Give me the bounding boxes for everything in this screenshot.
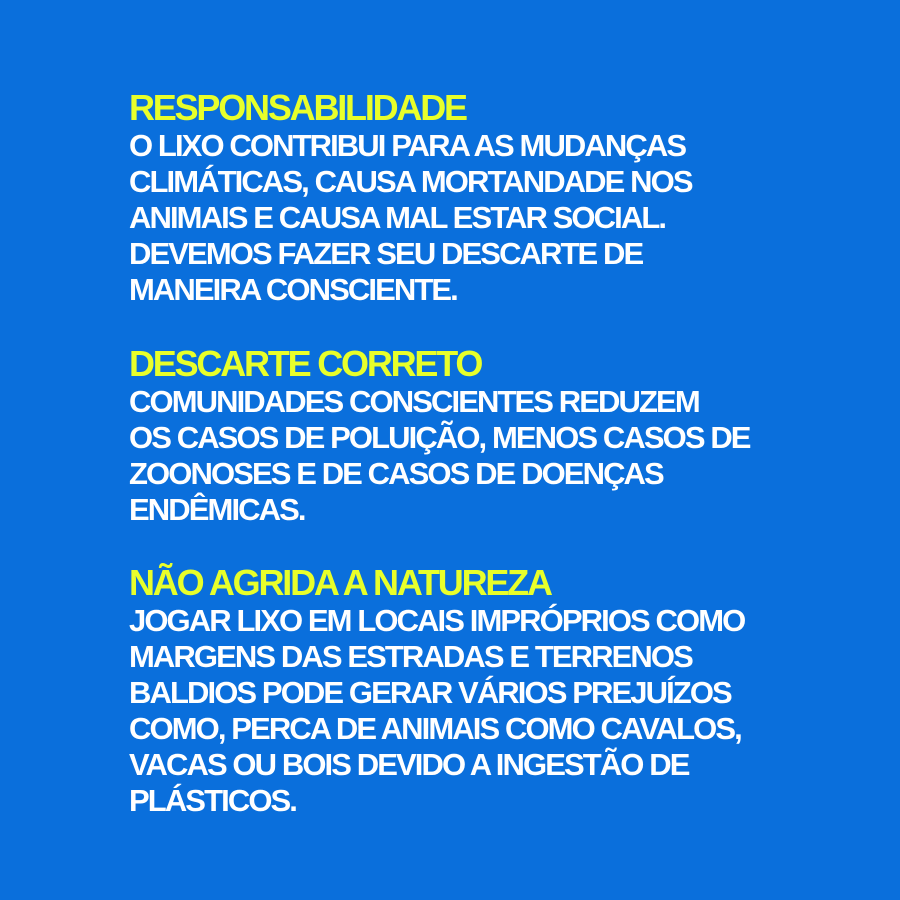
section-text-line: COMO, PERCA DE ANIMAIS COMO CAVALOS, bbox=[129, 711, 741, 746]
section-text-line: ANIMAIS E CAUSA MAL ESTAR SOCIAL. bbox=[129, 200, 666, 235]
section-text-line: COMUNIDADES CONSCIENTES REDUZEM bbox=[129, 384, 699, 419]
section-text-line: MANEIRA CONSCIENTE. bbox=[129, 272, 457, 307]
section-text-line: CLIMÁTICAS, CAUSA MORTANDADE NOS bbox=[129, 164, 692, 199]
section-text-line: BALDIOS PODE GERAR VÁRIOS PREJUÍZOS bbox=[129, 675, 731, 710]
section-text-line: MARGENS DAS ESTRADAS E TERRENOS bbox=[129, 639, 692, 674]
section-text-line: ENDÊMICAS. bbox=[129, 492, 305, 527]
section-heading: NÃO AGRIDA A NATUREZA bbox=[129, 562, 551, 603]
section-text-line: OS CASOS DE POLUIÇÃO, MENOS CASOS DE bbox=[129, 420, 750, 455]
section-text-line: ZOONOSES E DE CASOS DE DOENÇAS bbox=[129, 456, 663, 491]
section-text-line: VACAS OU BOIS DEVIDO A INGESTÃO DE bbox=[129, 747, 689, 782]
section-text-line: DEVEMOS FAZER SEU DESCARTE DE bbox=[129, 236, 643, 271]
section-text-line: O LIXO CONTRIBUI PARA AS MUDANÇAS bbox=[129, 128, 686, 163]
section-heading: RESPONSABILIDADE bbox=[129, 87, 466, 128]
section-descarte-correto bbox=[129, 344, 829, 528]
section-heading: DESCARTE CORRETO bbox=[129, 343, 482, 384]
section-text-line: JOGAR LIXO EM LOCAIS IMPRÓPRIOS COMO bbox=[129, 603, 745, 638]
section-responsabilidade bbox=[129, 88, 829, 308]
section-nao-agrida-a-natureza bbox=[129, 563, 829, 819]
section-text-line: PLÁSTICOS. bbox=[129, 783, 297, 818]
